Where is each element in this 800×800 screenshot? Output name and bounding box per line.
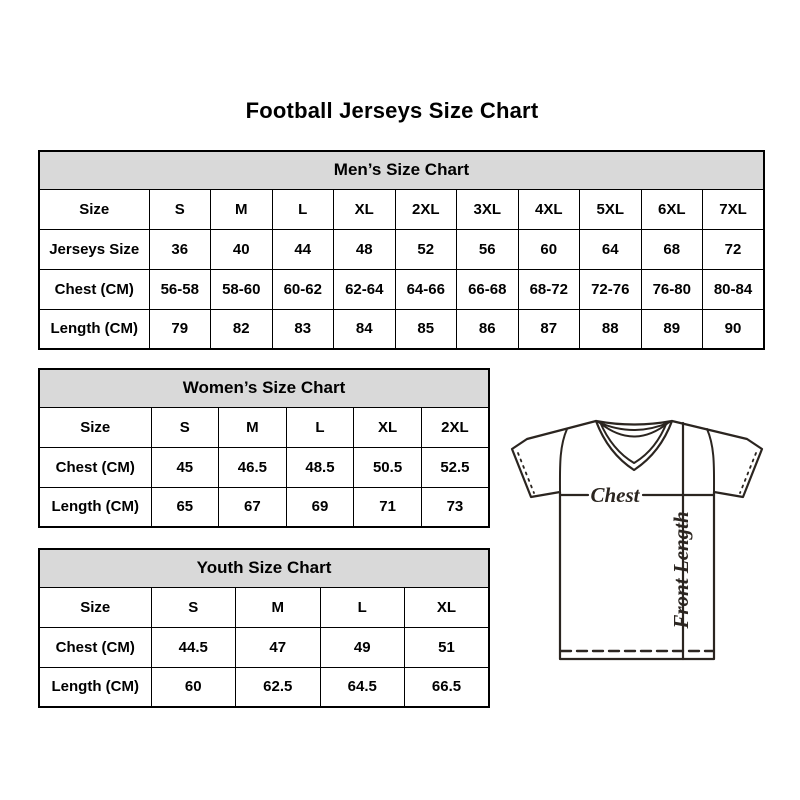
- value-cell: 80-84: [703, 269, 765, 309]
- table-row: [39, 407, 489, 447]
- value-cell: 89: [641, 309, 703, 349]
- value-cell: 86: [457, 309, 519, 349]
- chest-label: Chest: [590, 483, 640, 507]
- value-cell: L: [320, 587, 405, 627]
- value-cell: 45: [151, 447, 219, 487]
- value-cell: 84: [334, 309, 396, 349]
- value-cell: 60: [151, 667, 236, 707]
- row-label-cell: Jerseys Size: [39, 229, 149, 269]
- value-cell: 56-58: [149, 269, 211, 309]
- value-cell: 88: [580, 309, 642, 349]
- value-cell: 4XL: [518, 189, 580, 229]
- value-cell: 71: [354, 487, 422, 527]
- value-cell: 66.5: [405, 667, 490, 707]
- value-cell: 73: [421, 487, 489, 527]
- value-cell: 51: [405, 627, 490, 667]
- value-cell: 44: [272, 229, 334, 269]
- value-cell: 64.5: [320, 667, 405, 707]
- value-cell: S: [149, 189, 211, 229]
- value-cell: 6XL: [641, 189, 703, 229]
- value-cell: 64: [580, 229, 642, 269]
- mens-size-chart-table: [38, 150, 765, 348]
- value-cell: XL: [354, 407, 422, 447]
- value-cell: 3XL: [457, 189, 519, 229]
- table-row: [39, 269, 764, 309]
- table-row: [39, 667, 489, 707]
- value-cell: 64-66: [395, 269, 457, 309]
- value-cell: 36: [149, 229, 211, 269]
- value-cell: 69: [286, 487, 354, 527]
- womens-table: [38, 368, 490, 528]
- value-cell: 56: [457, 229, 519, 269]
- table-row: [39, 487, 489, 527]
- row-label-cell: Chest (CM): [39, 447, 151, 487]
- value-cell: 2XL: [421, 407, 489, 447]
- value-cell: XL: [334, 189, 396, 229]
- row-label-cell: Length (CM): [39, 487, 151, 527]
- value-cell: 44.5: [151, 627, 236, 667]
- value-cell: 87: [518, 309, 580, 349]
- value-cell: XL: [405, 587, 490, 627]
- row-label-cell: Length (CM): [39, 667, 151, 707]
- value-cell: M: [219, 407, 287, 447]
- value-cell: 72: [703, 229, 765, 269]
- value-cell: 40: [211, 229, 273, 269]
- value-cell: 85: [395, 309, 457, 349]
- value-cell: 76-80: [641, 269, 703, 309]
- value-cell: 52: [395, 229, 457, 269]
- value-cell: 83: [272, 309, 334, 349]
- womens-size-chart-table: [38, 368, 490, 526]
- value-cell: 60: [518, 229, 580, 269]
- value-cell: S: [151, 407, 219, 447]
- table-row: [39, 189, 764, 229]
- value-cell: L: [272, 189, 334, 229]
- value-cell: 90: [703, 309, 765, 349]
- value-cell: 47: [236, 627, 321, 667]
- value-cell: 58-60: [211, 269, 273, 309]
- table-row: [39, 587, 489, 627]
- mens-table: [38, 150, 765, 350]
- table-row: [39, 447, 489, 487]
- mens-table-title: Men’s Size Chart: [39, 151, 764, 189]
- value-cell: 2XL: [395, 189, 457, 229]
- value-cell: 62.5: [236, 667, 321, 707]
- value-cell: M: [211, 189, 273, 229]
- value-cell: 7XL: [703, 189, 765, 229]
- value-cell: 68: [641, 229, 703, 269]
- front-length-label: Front Length: [669, 511, 693, 629]
- row-label-cell: Chest (CM): [39, 627, 151, 667]
- value-cell: 65: [151, 487, 219, 527]
- value-cell: 72-76: [580, 269, 642, 309]
- youth-table: [38, 548, 490, 708]
- table-row: [39, 627, 489, 667]
- table-row: [39, 309, 764, 349]
- value-cell: 50.5: [354, 447, 422, 487]
- value-cell: 67: [219, 487, 287, 527]
- value-cell: S: [151, 587, 236, 627]
- jersey-measurement-diagram: [504, 407, 778, 669]
- value-cell: 48: [334, 229, 396, 269]
- value-cell: 52.5: [421, 447, 489, 487]
- value-cell: 82: [211, 309, 273, 349]
- jersey-illustration-icon: [504, 407, 778, 669]
- jersey-outline: [512, 421, 762, 659]
- value-cell: 60-62: [272, 269, 334, 309]
- value-cell: 46.5: [219, 447, 287, 487]
- value-cell: M: [236, 587, 321, 627]
- value-cell: 66-68: [457, 269, 519, 309]
- value-cell: L: [286, 407, 354, 447]
- youth-table-title: Youth Size Chart: [39, 549, 489, 587]
- value-cell: 79: [149, 309, 211, 349]
- value-cell: 68-72: [518, 269, 580, 309]
- row-label-cell: Size: [39, 189, 149, 229]
- row-label-cell: Size: [39, 407, 151, 447]
- row-label-cell: Size: [39, 587, 151, 627]
- page-title: Football Jerseys Size Chart: [245, 98, 539, 123]
- row-label-cell: Length (CM): [39, 309, 149, 349]
- value-cell: 49: [320, 627, 405, 667]
- row-label-cell: Chest (CM): [39, 269, 149, 309]
- value-cell: 62-64: [334, 269, 396, 309]
- womens-table-title: Women’s Size Chart: [39, 369, 489, 407]
- youth-size-chart-table: [38, 548, 490, 706]
- value-cell: 5XL: [580, 189, 642, 229]
- value-cell: 48.5: [286, 447, 354, 487]
- table-row: [39, 229, 764, 269]
